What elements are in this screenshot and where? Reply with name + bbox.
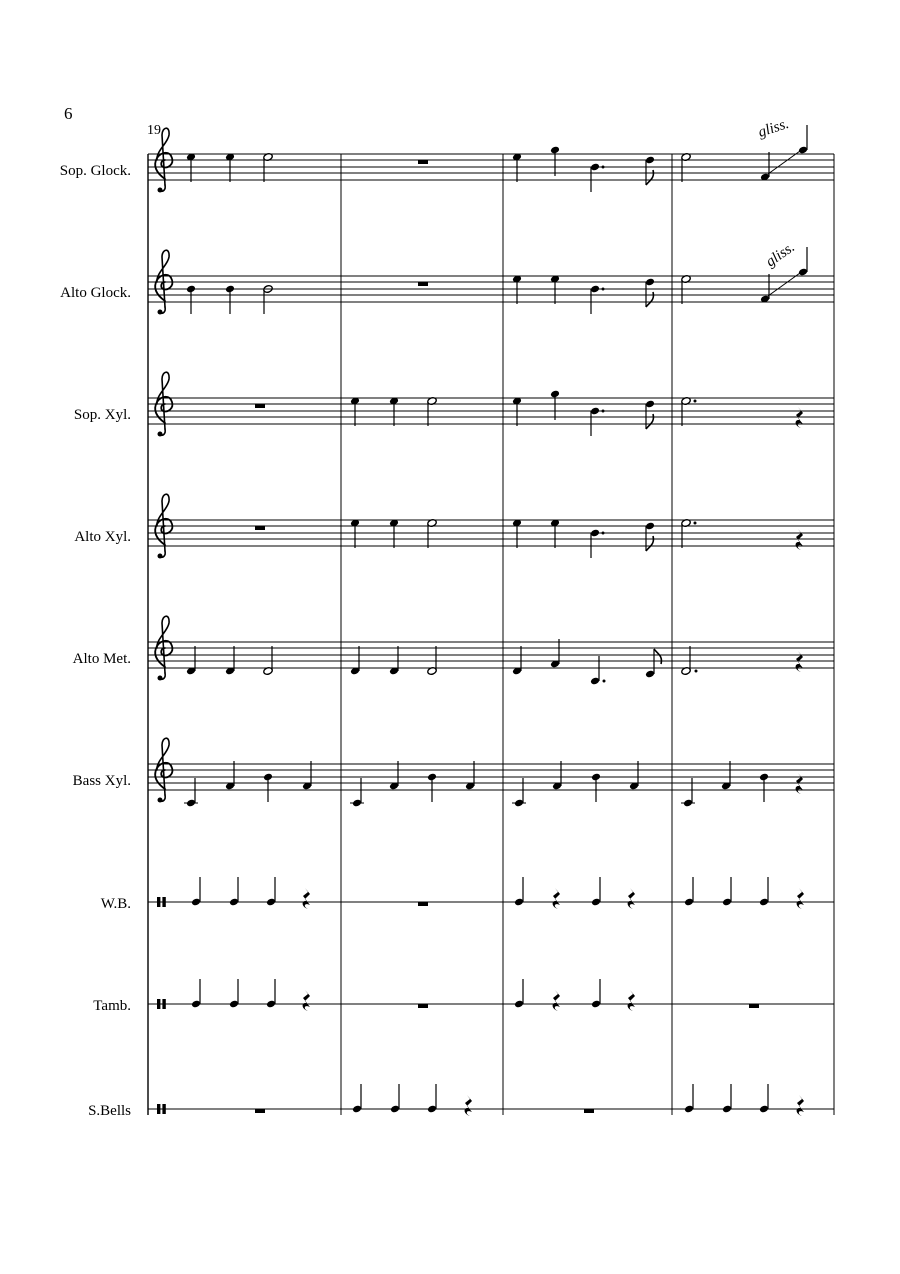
instrument-name-bass-xyl: Bass Xyl.: [72, 773, 131, 789]
measure-22: [684, 1084, 804, 1116]
gliss-label: gliss.: [763, 239, 798, 271]
barlines: [148, 154, 834, 1115]
quarter-rest: [303, 990, 310, 1011]
quarter-rest: [465, 1095, 472, 1116]
quarter-rest: [553, 888, 560, 909]
quarter-rest: [628, 888, 635, 909]
whole-rest: [418, 160, 428, 164]
whole-rest: [584, 1109, 594, 1113]
instrument-name-tambourine: Tamb.: [93, 998, 131, 1014]
quarter-rest: [797, 888, 804, 909]
instrument-name-sop-glock: Sop. Glock.: [59, 163, 131, 179]
notes-alto-xyl: [255, 519, 803, 558]
page-number: 6: [64, 104, 73, 123]
measure-20: [350, 761, 475, 807]
notes-tambourine: [191, 979, 759, 1011]
staff-alto-xyl: [148, 520, 834, 546]
staff-sop-glock: [148, 154, 834, 180]
instrument-name-sop-xyl: Sop. Xyl.: [73, 407, 131, 423]
measure-21: [512, 761, 639, 807]
measure-21: [514, 979, 635, 1011]
staff-alto-met: [148, 642, 834, 668]
staff-alto-glock: [148, 276, 834, 302]
notes-wood-block: [191, 877, 804, 909]
staff-lines: [148, 154, 834, 1109]
clefs: [155, 128, 172, 1114]
measure-22: [684, 877, 804, 909]
whole-rest: [418, 1004, 428, 1008]
whole-rest: [418, 902, 428, 906]
measure-19: [191, 979, 310, 1011]
instrument-labels: [60, 163, 131, 1119]
whole-rest: [255, 1109, 265, 1113]
gliss-label: gliss.: [756, 115, 791, 141]
measure-number: 19: [147, 123, 161, 138]
whole-rest: [255, 404, 265, 408]
notes-sop-xyl: [255, 390, 803, 436]
quarter-rest: [553, 990, 560, 1011]
notes-alto-met: [186, 639, 803, 685]
quarter-rest: [628, 990, 635, 1011]
measure-19: [191, 877, 310, 909]
whole-rest: [255, 526, 265, 530]
instrument-name-alto-met: Alto Met.: [72, 651, 131, 667]
notes-sleigh-bells: [255, 1084, 804, 1116]
instrument-name-alto-glock: Alto Glock.: [60, 285, 131, 301]
instrument-name-wood-block: W.B.: [100, 896, 131, 912]
staff-bass-xyl: [148, 764, 834, 790]
measure-22: [681, 761, 803, 807]
quarter-rest: [303, 888, 310, 909]
notes-bass-xyl: [184, 761, 803, 807]
measure-20: [352, 1084, 472, 1116]
measure-19: [184, 761, 312, 807]
notes-alto-glock: [186, 239, 808, 314]
whole-rest: [418, 282, 428, 286]
instrument-name-alto-xyl: Alto Xyl.: [74, 529, 131, 545]
measure-21: [514, 877, 635, 909]
instrument-name-sleigh-bells: S.Bells: [88, 1103, 131, 1119]
quarter-rest: [797, 1095, 804, 1116]
staff-sop-xyl: [148, 398, 834, 424]
whole-rest: [749, 1004, 759, 1008]
